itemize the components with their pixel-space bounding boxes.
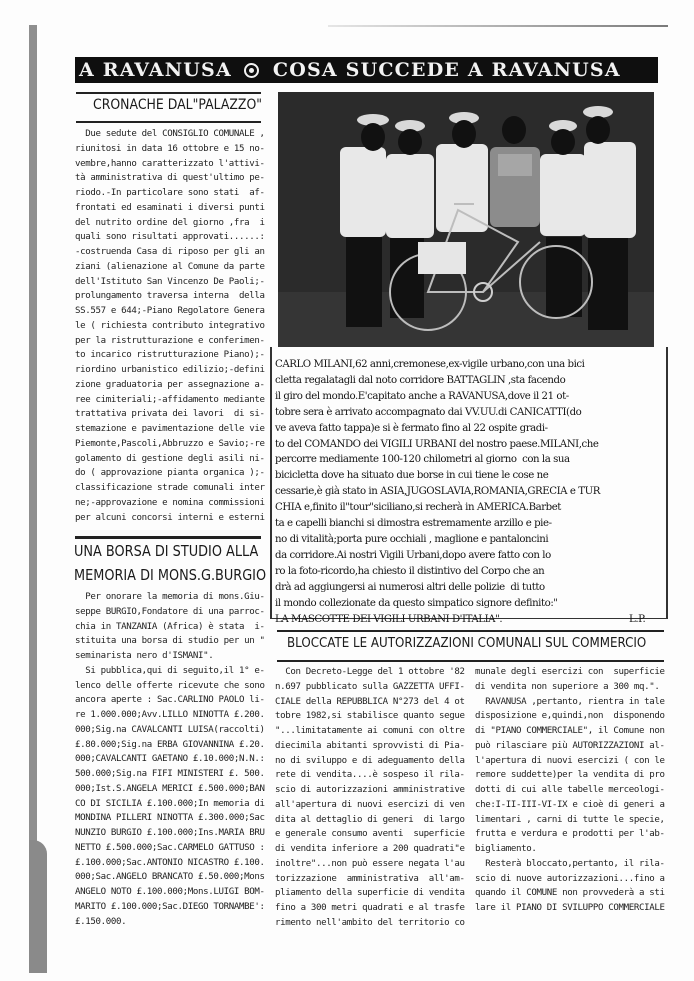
milani-text-line: ve aveva fatto tappa)e si è fermato fino al 22 ospite gradi- [275,422,548,434]
palazzo-text-line: riordino urbanistico edilizio;-defini [75,365,265,375]
palazzo-text-line: le ( richiesta contributo integrativo [75,320,265,331]
borsa-text-line: 000;Sig.na CAVALCANTI LUISA(raccolti) [75,724,265,735]
commercio-text-line: "...limitatamente ai comuni con oltre [275,726,465,736]
milani-text-line: percorre mediamente 100-120 chilometri al giorno con la sua [275,454,570,466]
milani-text-line: il giro del mondo.E'capitato anche a RAVANUSA,dove il 21 ot- [275,390,569,402]
palazzo-text-line: tà amministrativa di quest'ultimo pe- [75,173,265,184]
commercio-text-line: n.697 pubblicato sulla GAZZETTA UFFI- [275,681,465,692]
commercio-body-left [275,665,465,931]
palazzo-text-line: Due sedute del CONSIGLIO COMUNALE , [75,129,265,139]
commercio-top-rule [277,630,664,632]
top-rule [328,25,668,27]
commercio-text-line: munale degli esercizi con superficie [475,667,665,677]
borsa-text-line: ANGELO NOTO £.100.000;Mons.LUIGI BOM- [75,887,265,897]
borsa-text-line: ancora aperte : Sac.CARLINO PAOLO li- [75,695,265,706]
borsa-text-line: MONDINA PILLERI NINOTTA £.300.000;Sac [75,813,265,824]
borsa-text-line: 000;Sac.ANGELO BRANCATO £.50.000;Mons [75,872,265,883]
commercio-text-line: all'apertura di nuovi esercizi di ven [275,799,465,810]
commercio-text-line: pliamento della superficie di vendita [275,888,465,899]
milani-text-line: cletta regalatagli dal noto corridore BATTAGLIN ,sta facendo [275,374,566,386]
borsa-text-line: 000;CAVALCANTI GAETANO £.10.000;N.N.: [75,754,265,765]
borsa-text-line: lenco delle offerte ricevute che sono [75,680,265,691]
commercio-text-line: di vendita inferiore a 200 quadrati"e [275,844,465,854]
officer-4 [540,154,586,236]
borsa-text-line: NUNZIO BURGIO £.100.000;Ins.MARIA BRU [75,828,265,838]
commercio-text-line: e generale consumo aventi superficie [275,829,465,840]
borsa-body [75,590,265,929]
commercio-text-line: di vendita non superiore a 300 mq.". [475,681,660,692]
palazzo-text-line: dell'Istituto San Vincenzo De Paoli;- [75,276,265,287]
page-edge-shadow [29,25,37,973]
palazzo-text-line: del nutrito ordine del giorno ,fra i [75,217,265,228]
commercio-text-line: diecimila abitanti sprovvisti di Pia- [275,740,465,751]
palazzo-text-line: ree cimiteriali;-affidamento mediante [75,394,265,405]
borsa-text-line: chia in TANZANIA (Africa) è stata i- [75,621,265,632]
milani-text-line: tobre sera è arrivato accompagnato dai VV.UU.di CANICATTI(do [275,406,582,418]
page-edge-shadow-foot [29,840,47,973]
milani-text-line: ro la foto-ricordo,ha chiesto il distintivo del Corpo che an [275,565,545,577]
milani-text-line: drà ad aggiungersi ai numerosi altri delle polizie di tutto [275,581,545,593]
borsa-top-rule [75,536,261,539]
officer-2 [386,154,434,238]
palazzo-text-line: golamento di gestione degli asili ni- [75,453,265,464]
borsa-text-line: MARITO £.100.000;Sac.DIEGO TORNAMBE': [75,901,265,912]
borsa-text-line: seminarista nero d'ISMANI". [75,651,214,661]
commercio-text-line: che:I-II-III-VI-IX e cioè di generi a [475,799,665,810]
milani-body [275,357,646,627]
palazzo-text-line: riunitosi in data 16 ottobre e 15 no- [75,143,265,154]
commercio-text-line: scio di autorizzazioni amministrative [275,785,465,795]
borsa-text-line: £.150.000. [75,916,127,927]
commercio-text-line: dotti di cui alle tabelle merceologi- [475,785,665,795]
milani-text-line: cessarie,è già stato in ASIA,JUGOSLAVIA,ROMANIA,GRECIA e TUR [275,486,600,498]
bicycle-bag [418,242,466,274]
masthead-right-title: COSA SUCCEDE A RAVANUSA [272,59,621,81]
milani-text-line: bicicletta dove ha situato due borse in cui tiene le cose ne [275,470,549,482]
borsa-text-line: Si pubblica,qui di seguito,il 1° e- [75,665,265,676]
commercio-text-line: Resterà bloccato,pertanto, il rila- [475,858,665,869]
commercio-text-line: l'apertura di nuovi esercizi ( con le [475,755,665,766]
palazzo-text-line: zione graduatoria per assegnazione a- [75,379,265,390]
milani-text-line: to del COMANDO dei VIGILI URBANI del nostro paese.MILANI,che [275,438,599,450]
palazzo-text-line: do ( approvazione pianta organica );- [75,468,265,479]
officer-3 [436,144,488,232]
commercio-text-line: di "PIANO COMMERCIALE", il Comune non [475,726,665,736]
borsa-text-line: 500.000;Sig.na FIFI MINISTERI £. 500. [75,769,265,779]
commercio-title: BLOCCATE LE AUTORIZZAZIONI COMUNALI SUL COMMERCIO [287,635,647,651]
palazzo-text-line: prolungamento traversa interna della [75,291,265,302]
commercio-text-line: limentari , carni di tutte le specie, [475,814,665,825]
commercio-text-line: bigliamento. [475,844,537,854]
palazzo-title: CRONACHE DAL"PALAZZO" [93,97,263,113]
commercio-text-line: dita al dettaglio di generi di largo [275,814,465,825]
commercio-text-line: quando il COMUNE non provvederà a sti [475,888,665,899]
photo-vigili-urbani [278,92,654,347]
officer-5 [584,142,636,238]
palazzo-text-line: ne;-approvazione e nomina commissioni [75,497,265,508]
borsa-text-line: re 1.000.000;Avv.LILLO NINOTTA £.200. [75,710,265,720]
commercio-body-right [475,665,665,916]
palazzo-text-line: per la ristrutturazione e conferimen- [75,335,265,346]
commercio-text-line: frutta e verdura e prodotti per l'ab- [475,829,665,840]
officer-1 [340,147,386,237]
commercio-text-line: scio di nuove autorizzazioni...fino a [475,873,665,884]
palazzo-text-line: ziani (alienazione al Comune da parte [75,261,265,272]
palazzo-text-line: -costruenda Casa di riposo per gli an [75,247,265,257]
target-icon [244,63,259,78]
palazzo-title-rule [76,121,261,123]
palazzo-text-line: to incarico ristrutturazione Piano);- [75,350,265,361]
commercio-text-line: rimento nell'ambito del territorio co [275,917,465,928]
photo-illustration [278,92,654,347]
palazzo-text-line: per alcuni concorsi interni e esterni [75,512,265,523]
milani-text-line: no di vitalità;porta pure occhiali , maglione e pantaloncini [275,533,549,545]
commercio-text-line: no di sviluppo e di adeguamento della [275,755,465,766]
milani-text-line: ta e capelli bianchi si dimostra estremamente arzillo e pie- [275,518,552,530]
borsa-title-line2: MEMORIA DI MONS.G.BURGIO [74,566,267,584]
commercio-text-line: tobre 1982,si stabilisce quanto segue [275,711,465,722]
milani-text-line: CARLO MILANI,62 anni,cremonese,ex-vigile urbano,con una bici [275,359,585,370]
commercio-text-line: fino a 300 metri quadrati e al trasfe [275,903,465,913]
borsa-text-line: 000;Ist.S.ANGELA MERICI £.500.000;BAN [75,783,265,794]
milani-text-line: LA MASCOTTE DEI VIGILI URBANI D'ITALIA". L.P. [275,613,646,625]
palazzo-text-line: trattativa privata dei lavori di si- [75,409,265,420]
commercio-text-line: rete di vendita....è sospeso il rila- [275,770,465,781]
borsa-text-line: stituita una borsa di studio per un " [75,636,265,647]
palazzo-text-line: riodo.-In particolare sono stati af- [75,188,265,198]
borsa-text-line: Per onorare la memoria di mons.Giu- [75,592,265,602]
palazzo-text-line: stemazione e pavimentazione delle vie [75,424,265,434]
borsa-text-line: £.100.000;Sac.ANTONIO NICASTRO £.100. [75,857,265,868]
borsa-text-line: CO DI SICILIA £.100.000;In memoria di [75,798,265,809]
milani-text-line: il mondo collezionate da questo simpatico signore definito:" [275,597,558,609]
borsa-title-line1: UNA BORSA DI STUDIO ALLA [74,542,259,560]
palazzo-text-line: classificazione strade comunali inter [75,483,265,493]
commercio-text-line: remore suddette)per la vendita di pro [475,770,665,781]
palazzo-text-line: SS.557 e 644;-Piano Regolatore Genera [75,306,265,316]
commercio-text-line: può rilasciare più AUTORIZZAZIONI al- [475,740,665,751]
milani-text-line: CHIA e,finito il"tour"siciliano,si recherà in AMERICA.Barbet [275,502,561,514]
palazzo-text-line: frontati ed esaminati i diversi punti [75,202,265,213]
commercio-text-line: lare il PIANO DI SVILUPPO COMMERCIALE [475,903,665,913]
palazzo-text-line: vembre,hanno caratterizzato l'attivi- [75,158,265,169]
commercio-text-line: torizzazione amministrativa all'am- [275,873,465,884]
commercio-text-line: disposizione e,quindi,non disponendo [475,711,665,722]
palazzo-body [75,127,265,525]
palazzo-top-rule [76,92,261,94]
palazzo-text-line: Piemonte,Pascoli,Abbruzzo e Savio;-re [75,438,265,449]
masthead [75,57,658,83]
commercio-text-line: RAVANUSA ,pertanto, rientra in tale [475,696,665,707]
commercio-text-line: Con Decreto-Legge del 1 ottobre '82 [275,667,465,677]
commercio-text-line: inoltre"...non può essere negata l'au [275,858,465,869]
commercio-title-rule [277,660,664,662]
borsa-text-line: seppe BURGIO,Fondatore di una parroc- [75,606,265,617]
palazzo-text-line: quali sono risultati approvati......: [75,232,265,243]
milani-text-line: da corridore.Ai nostri Vigili Urbani,dopo avere fatto con lo [275,549,551,561]
borsa-text-line: NETTO £.500.000;Sac.CARMELO GATTUSO : [75,842,265,853]
commercio-text-line: CIALE della REPUBBLICA N°273 del 4 ot [275,696,465,707]
masthead-left-title: A RAVANUSA [79,59,232,81]
borsa-text-line: £.80.000;Sig.na ERBA GIOVANNINA £.20. [75,739,265,750]
